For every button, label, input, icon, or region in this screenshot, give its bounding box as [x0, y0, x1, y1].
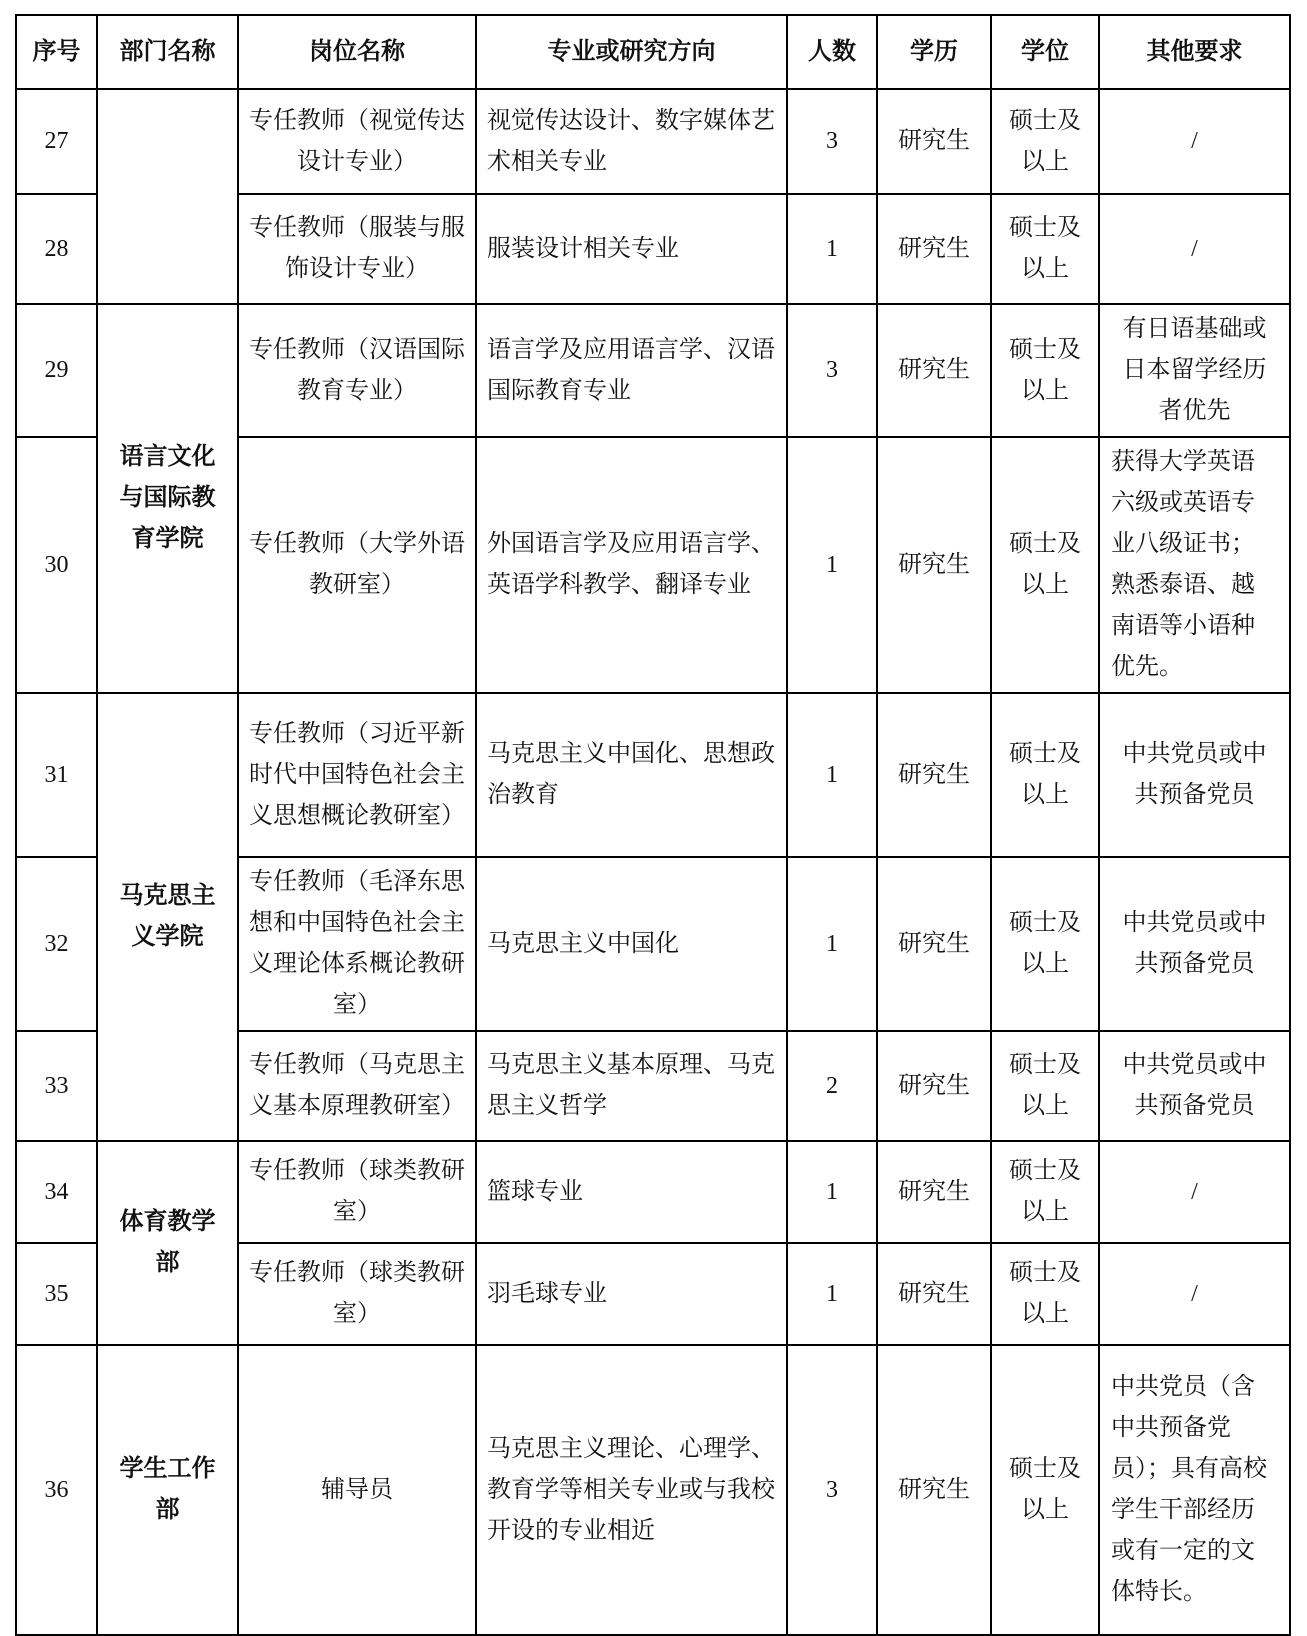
cell-degree: 硕士及以上: [991, 89, 1099, 194]
cell-position: 专任教师（毛泽东思想和中国特色社会主义理论体系概论教研室）: [238, 857, 476, 1031]
header-cell-education: 学历: [877, 15, 991, 89]
cell-education: 研究生: [877, 194, 991, 304]
cell-major: 马克思主义中国化、思想政治教育: [476, 693, 787, 857]
cell-headcount: 1: [787, 857, 877, 1031]
header-cell-department: 部门名称: [97, 15, 238, 89]
cell-headcount: 1: [787, 437, 877, 693]
cell-no: 27: [16, 89, 97, 194]
header-cell-other: 其他要求: [1099, 15, 1290, 89]
table-row: [16, 89, 1290, 194]
cell-education: 研究生: [877, 1243, 991, 1345]
cell-department: 语言文化与国际教育学院: [97, 304, 238, 693]
header-cell-headcount: 人数: [787, 15, 877, 89]
cell-education: 研究生: [877, 89, 991, 194]
cell-degree: 硕士及以上: [991, 437, 1099, 693]
cell-headcount: 1: [787, 194, 877, 304]
cell-no: 31: [16, 693, 97, 857]
cell-other: 中共党员或中共预备党员: [1099, 1031, 1290, 1141]
cell-headcount: 3: [787, 1345, 877, 1635]
table-row: [16, 1345, 1290, 1635]
cell-degree: 硕士及以上: [991, 857, 1099, 1031]
cell-education: 研究生: [877, 304, 991, 437]
cell-position: 专任教师（汉语国际教育专业）: [238, 304, 476, 437]
cell-department: [97, 89, 238, 304]
cell-headcount: 2: [787, 1031, 877, 1141]
cell-degree: 硕士及以上: [991, 304, 1099, 437]
cell-degree: 硕士及以上: [991, 194, 1099, 304]
header-cell-no: 序号: [16, 15, 97, 89]
cell-degree: 硕士及以上: [991, 693, 1099, 857]
cell-no: 33: [16, 1031, 97, 1141]
cell-education: 研究生: [877, 857, 991, 1031]
cell-no: 32: [16, 857, 97, 1031]
cell-major: 羽毛球专业: [476, 1243, 787, 1345]
cell-headcount: 1: [787, 1243, 877, 1345]
cell-degree: 硕士及以上: [991, 1031, 1099, 1141]
cell-education: 研究生: [877, 693, 991, 857]
cell-position: 专任教师（习近平新时代中国特色社会主义思想概论教研室）: [238, 693, 476, 857]
cell-other: /: [1099, 89, 1290, 194]
cell-other: 中共党员（含中共预备党员）；具有高校学生干部经历或有一定的文体特长。: [1099, 1345, 1290, 1635]
cell-headcount: 1: [787, 1141, 877, 1243]
cell-education: 研究生: [877, 437, 991, 693]
header-cell-degree: 学位: [991, 15, 1099, 89]
header-cell-position: 岗位名称: [238, 15, 476, 89]
header-row: [16, 15, 1290, 89]
cell-other: 中共党员或中共预备党员: [1099, 857, 1290, 1031]
cell-major: 马克思主义理论、心理学、教育学等相关专业或与我校开设的专业相近: [476, 1345, 787, 1635]
cell-position: 辅导员: [238, 1345, 476, 1635]
cell-no: 36: [16, 1345, 97, 1635]
cell-no: 28: [16, 194, 97, 304]
cell-major: 篮球专业: [476, 1141, 787, 1243]
cell-major: 马克思主义基本原理、马克思主义哲学: [476, 1031, 787, 1141]
cell-education: 研究生: [877, 1031, 991, 1141]
cell-major: 服装设计相关专业: [476, 194, 787, 304]
cell-degree: 硕士及以上: [991, 1243, 1099, 1345]
cell-department: 马克思主义学院: [97, 693, 238, 1141]
cell-education: 研究生: [877, 1141, 991, 1243]
cell-no: 35: [16, 1243, 97, 1345]
cell-degree: 硕士及以上: [991, 1141, 1099, 1243]
table-row: [16, 304, 1290, 437]
cell-other: /: [1099, 194, 1290, 304]
cell-position: 专任教师（球类教研室）: [238, 1243, 476, 1345]
cell-other: 获得大学英语六级或英语专业八级证书；熟悉泰语、越南语等小语种优先。: [1099, 437, 1290, 693]
cell-position: 专任教师（大学外语教研室）: [238, 437, 476, 693]
table-row: [16, 1141, 1290, 1243]
cell-other: /: [1099, 1243, 1290, 1345]
cell-major: 外国语言学及应用语言学、英语学科教学、翻译专业: [476, 437, 787, 693]
cell-major: 视觉传达设计、数字媒体艺术相关专业: [476, 89, 787, 194]
cell-no: 34: [16, 1141, 97, 1243]
cell-position: 专任教师（球类教研室）: [238, 1141, 476, 1243]
cell-headcount: 3: [787, 89, 877, 194]
recruitment-table: [15, 14, 1291, 1636]
cell-headcount: 1: [787, 693, 877, 857]
cell-position: 专任教师（马克思主义基本原理教研室）: [238, 1031, 476, 1141]
cell-position: 专任教师（服装与服饰设计专业）: [238, 194, 476, 304]
cell-position: 专任教师（视觉传达设计专业）: [238, 89, 476, 194]
cell-degree: 硕士及以上: [991, 1345, 1099, 1635]
cell-headcount: 3: [787, 304, 877, 437]
cell-major: 马克思主义中国化: [476, 857, 787, 1031]
header-cell-major: 专业或研究方向: [476, 15, 787, 89]
cell-major: 语言学及应用语言学、汉语国际教育专业: [476, 304, 787, 437]
cell-department: 体育教学部: [97, 1141, 238, 1345]
cell-no: 30: [16, 437, 97, 693]
cell-education: 研究生: [877, 1345, 991, 1635]
cell-other: 中共党员或中共预备党员: [1099, 693, 1290, 857]
cell-department: 学生工作部: [97, 1345, 238, 1635]
cell-other: /: [1099, 1141, 1290, 1243]
cell-other: 有日语基础或日本留学经历者优先: [1099, 304, 1290, 437]
table-row: [16, 693, 1290, 857]
cell-no: 29: [16, 304, 97, 437]
